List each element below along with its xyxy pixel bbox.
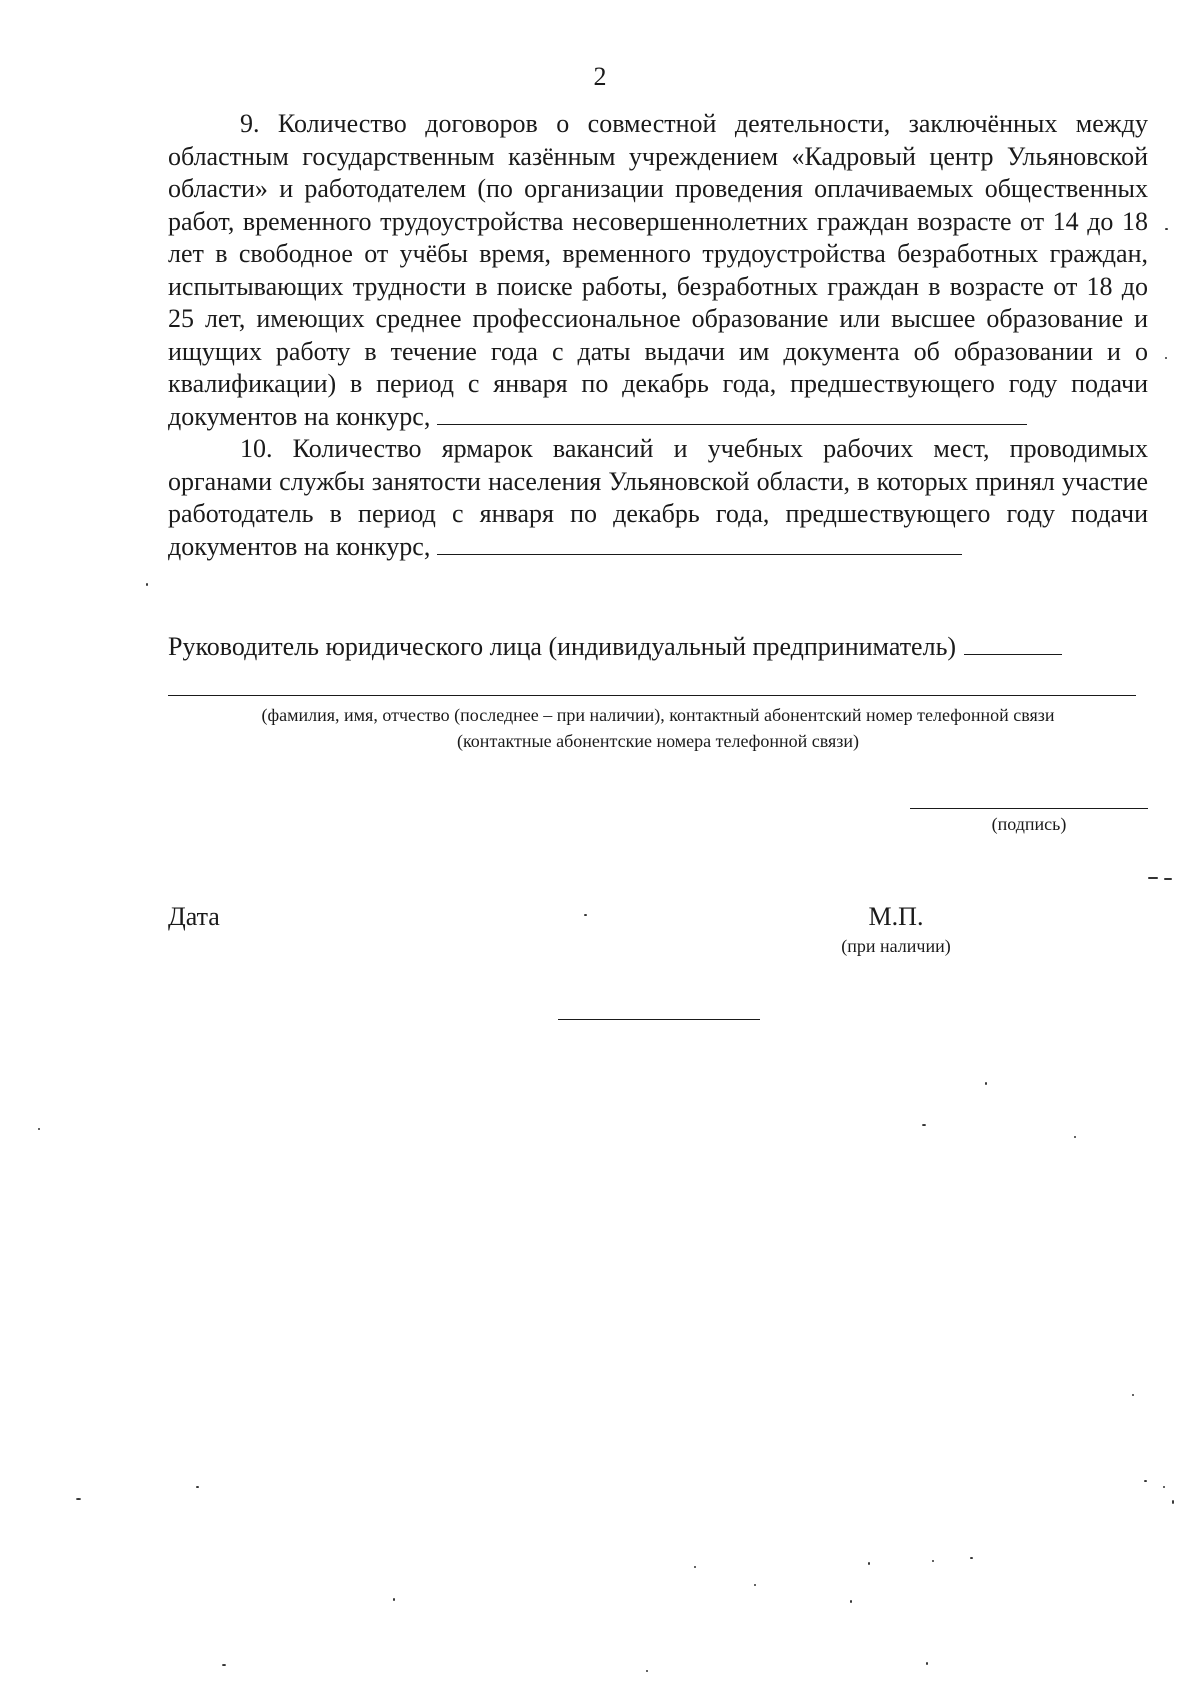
paragraph-10-text: 10. Количество ярмарок вакансий и учебных рабочих мест, проводимых органами службы занятости населения Ульяновской области, в которых принял участие работодатель в период с января по декабрь года, предшествующего году подачи документов на конкурс, <box>168 434 1148 561</box>
scan-speck <box>926 1662 928 1665</box>
head-signature-row <box>168 632 1062 662</box>
scan-speck <box>76 1498 81 1500</box>
scan-speck <box>1163 1486 1165 1488</box>
scan-speck <box>646 1670 648 1672</box>
scan-speck <box>868 1562 870 1565</box>
scan-speck <box>922 1124 926 1126</box>
paragraph-9 <box>168 108 1148 433</box>
scan-speck <box>850 1600 852 1603</box>
name-fill-line <box>168 695 1136 696</box>
page-number: 2 <box>593 62 607 91</box>
scan-speck <box>1144 1480 1147 1482</box>
scan-speck <box>1132 1394 1134 1396</box>
scan-speck <box>1165 357 1167 359</box>
date-label: Дата <box>168 902 220 931</box>
paragraph-9-text: 9. Количество договоров о совместной деятельности, заключённых между областным государственным казённым учреждением «Кадровый центр Ульяновской области» и работодателем (по организации проведения оплачиваемых общественных работ, временного трудоустройства несовершеннолетних граждан возрасте от 14 до 18 лет в свободное от учёбы время, временного трудоустройства безработных граждан, испытывающих трудности в поиске работы, безработных граждан в возрасте от 18 до 25 лет, имеющих среднее профессиональное образование или высшее образование и ищущих работу в течение года с даты выдачи им документа об образовании и о квалификации) в период с января по декабрь года, предшествующего году подачи документов на конкурс, <box>168 109 1148 431</box>
scan-speck <box>222 1664 226 1666</box>
name-caption-line-1: (фамилия, имя, отчество (последнее – при наличии), контактный абонентский номер телефонной связи <box>261 705 1055 725</box>
document-body <box>168 108 1148 563</box>
paragraph-10-fill-line <box>437 534 962 555</box>
scan-speck <box>584 914 587 916</box>
document-end-line <box>558 1019 760 1020</box>
scan-speck <box>38 1128 40 1130</box>
scan-speck <box>970 1557 973 1559</box>
scan-speck <box>1165 228 1168 230</box>
head-label: Руководитель юридического лица (индивидуальный предприниматель) <box>168 632 957 661</box>
stamp-label: М.П. <box>868 902 924 931</box>
scan-speck <box>694 1566 696 1568</box>
head-fill-line <box>964 634 1062 655</box>
name-caption-line-2: (контактные абонентские номера телефонной связи) <box>456 731 859 751</box>
name-caption <box>168 702 1148 754</box>
stamp-caption: (при наличии) <box>841 936 951 956</box>
scan-speck <box>393 1598 395 1601</box>
scan-speck <box>1172 1500 1174 1504</box>
signature-caption: (подпись) <box>991 814 1067 834</box>
paragraph-9-fill-line <box>437 404 1027 425</box>
scan-speck <box>1074 1136 1076 1138</box>
scan-speck <box>1164 878 1172 880</box>
scan-speck <box>754 1584 756 1586</box>
scan-speck <box>146 583 148 586</box>
scan-speck <box>985 1082 987 1085</box>
scan-speck <box>932 1560 934 1562</box>
signature-fill-line <box>910 808 1148 809</box>
paragraph-10 <box>168 433 1148 563</box>
scan-speck <box>196 1486 199 1488</box>
scan-speck <box>1148 877 1158 879</box>
